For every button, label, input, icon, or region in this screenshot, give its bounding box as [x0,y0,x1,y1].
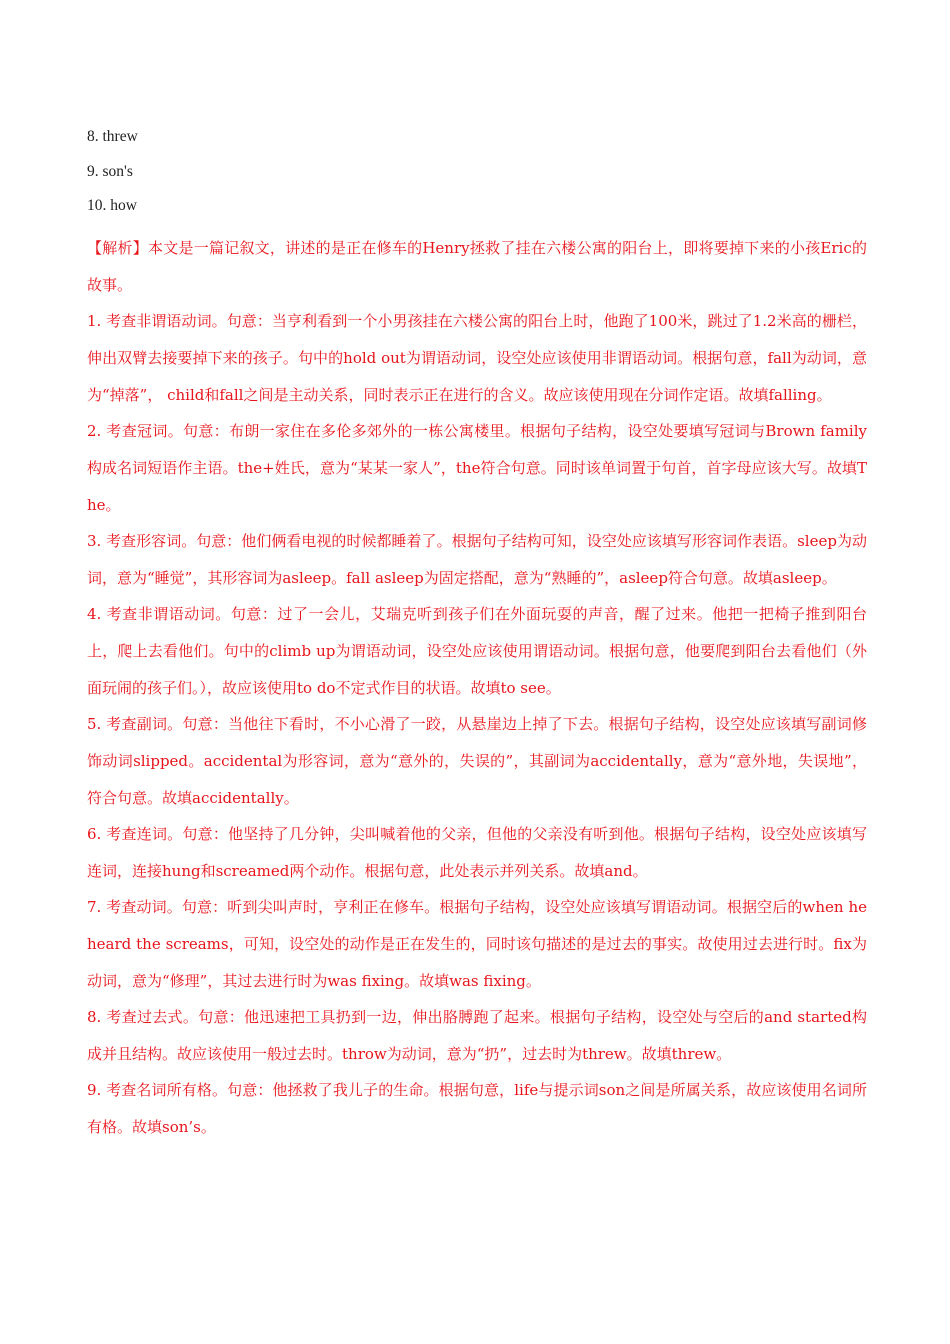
answer-item: 9. son's [87,162,133,180]
analysis-item-9: 9. 考查名词所有格。句意：他拯救了我儿子的生命。根据句意，life与提示词son之间是所属关系，故应该使用名词所有格。故填son’s。 [87,1080,867,1136]
analysis-intro [87,230,867,304]
analysis-item-5: 5. 考查副词。句意：当他往下看时，不小心滑了一跤，从悬崖边上掉了下去。根据句子结构，设空处应该填写副词修饰动词slipped。accidental为形容词，意为“意外的，失误的”，其副词为accidentally，意为“意外地，失误地”，符合句意。故填accidentally。 [87,714,867,807]
answer-item: 10. how [87,197,137,214]
analysis-item-3: 3. 考查形容词。句意：他们俩看电视的时候都睡着了。根据句子结构可知，设空处应该填写形容词作表语。sleep为动词，意为“睡觉”，其形容词为asleep。fall asleep为固定搭配，意为“熟睡的”，asleep符合句意。故填asleep。 [87,531,867,587]
document-page [87,126,867,1146]
analysis-section [87,230,867,1146]
analysis-item-4: 4. 考查非谓语动词。句意：过了一会儿，艾瑞克听到孩子们在外面玩耍的声音，醒了过来。他把一把椅子推到阳台上，爬上去看他们。句中的climb up为谓语动词，设空处应该使用谓语动词。根据句意，他要爬到阳台去看他们（外面玩闹的孩子们。），故应该使用to do不定式作目的状语。故填to see。 [87,604,867,697]
analysis-item-1: 1. 考查非谓语动词。句意：当亨利看到一个小男孩挂在六楼公寓的阳台上时，他跑了100米，跳过了1.2米高的栅栏，伸出双臂去接要掉下来的孩子。句中的hold out为谓语动词，设空处应该使用非谓语动词。根据句意，fall为动词，意为“掉落”， child和fall之间是主动关系，同时表示正在进行的含义。故应该使用现在分词作定语。故填falling。 [87,311,867,404]
analysis-item-6: 6. 考查连词。句意：他坚持了几分钟，尖叫喊着他的父亲，但他的父亲没有听到他。根据句子结构，设空处应该填写连词，连接hung和screamed两个动作。根据句意，此处表示并列关系。故填and。 [87,824,867,880]
answer-list [87,126,867,217]
analysis-item-8: 8. 考查过去式。句意：他迅速把工具扔到一边，伸出胳膊跑了起来。根据句子结构，设空处与空后的and started构成并且结构。故应该使用一般过去时。throw为动词，意为“扔”，过去时为threw。故填threw。 [87,1007,867,1063]
analysis-tag: 【解析】 [87,238,148,257]
answer-item: 8. threw [87,128,138,145]
analysis-item-7: 7. 考查动词。句意：听到尖叫声时，亨利正在修车。根据句子结构，设空处应该填写谓语动词。根据空后的when he heard the screams，可知，设空处的动作是正在发生的，同时该句描述的是过去的事实。故使用过去进行时。fix为动词，意为“修理”，其过去进行时为was fixing。故填was fixing。 [87,897,867,990]
analysis-item-2: 2. 考查冠词。句意：布朗一家住在多伦多郊外的一栋公寓楼里。根据句子结构，设空处要填写冠词与Brown family构成名词短语作主语。the+姓氏，意为“某某一家人”，the符合句意。同时该单词置于句首，首字母应该大写。故填The。 [87,421,867,514]
analysis-intro-text: 本文是一篇记叙文，讲述的是正在修车的Henry拯救了挂在六楼公寓的阳台上，即将要掉下来的小孩Eric的故事。 [87,238,867,294]
